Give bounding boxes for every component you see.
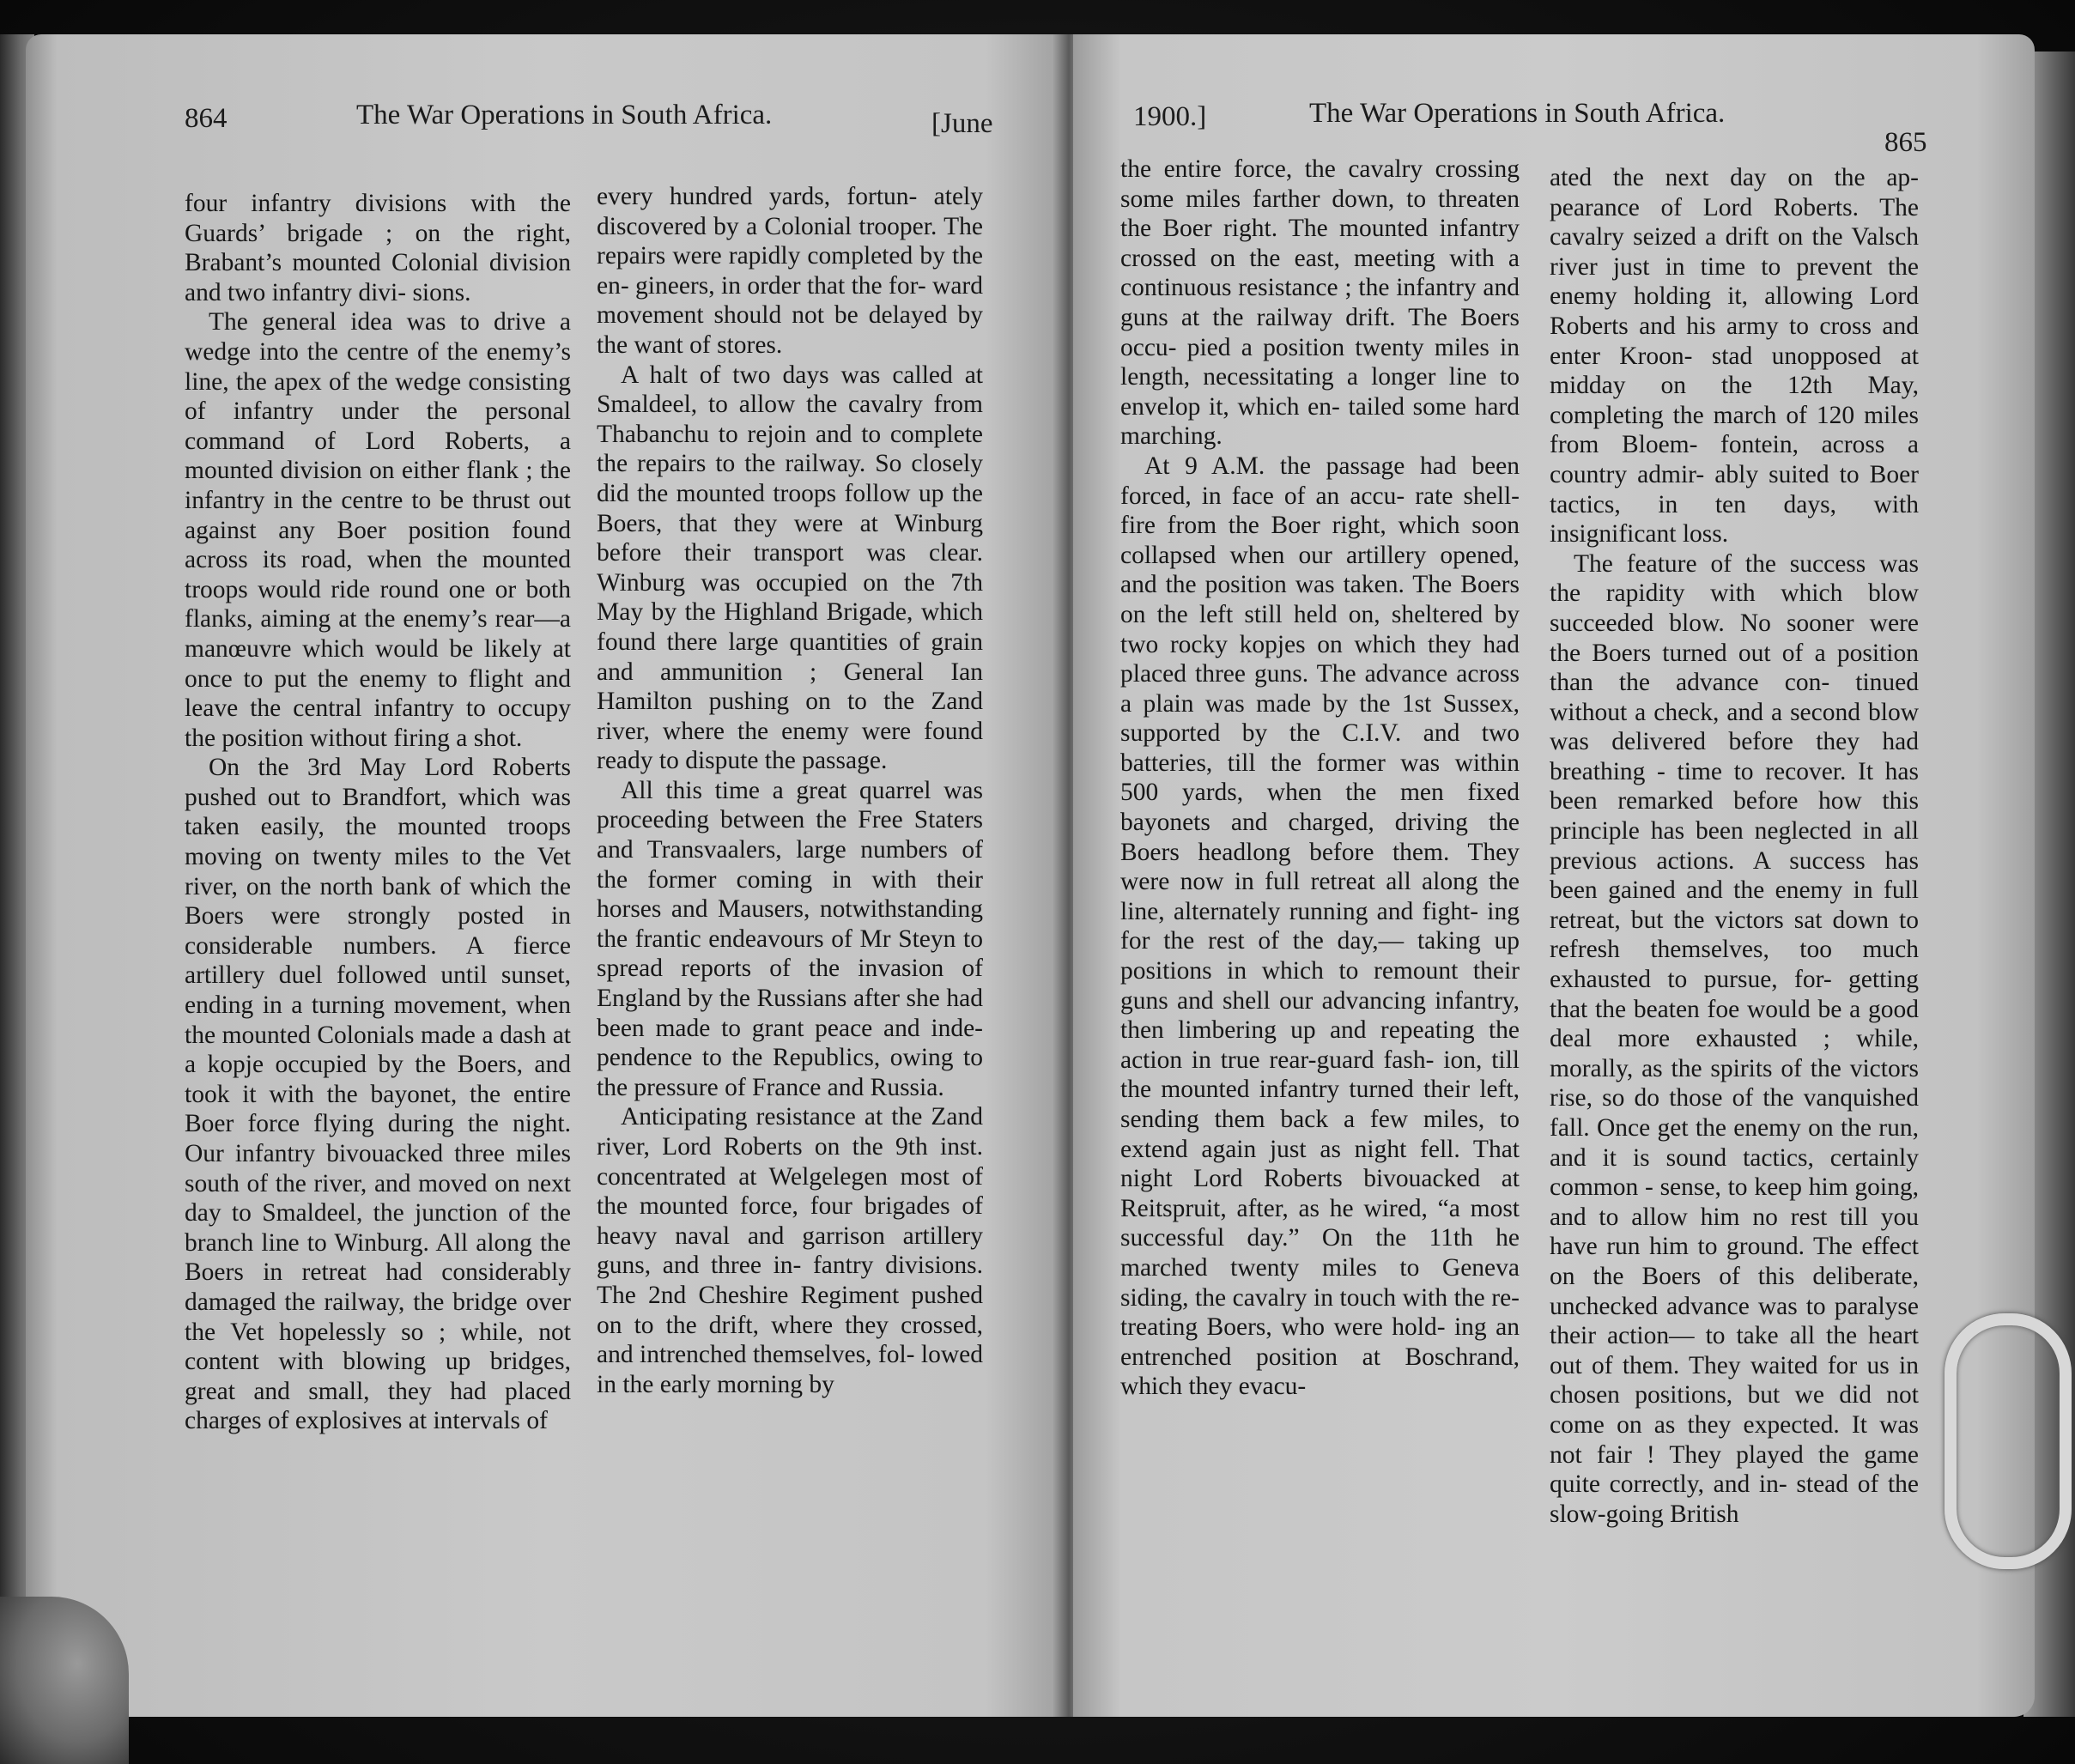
paragraph: ated the next day on the ap- pearance of Lord Roberts. The cavalry seized a drift on the Valsch river just in time to prevent the enemy holding it, allowing Lord Roberts and his army to cross and enter Kroon- stad unopposed at midday on the 12th May, completing the march of 120 miles from Bloem- fontein, across a country admir- ably suited to Boer tactics, in ten days, with insignificant loss.: [1550, 164, 1919, 549]
ring-clip: [1945, 1313, 2072, 1569]
left-page-column-2: [597, 182, 983, 1399]
paragraph: four infantry divisions with the Guards’ brigade ; on the right, Brabant’s mounted Colonial division and two infantry divi- sions.: [185, 190, 571, 306]
left-page-column-1: [185, 189, 571, 1436]
paragraph: A halt of two days was called at Smaldeel, to allow the cavalry from Thabanchu to rejoin and to complete the repairs to the railway. So closely did the mounted troops follow up the Boers, that they were at Winburg before their transport was clear. Winburg was occupied on the 7th May by the Highland Brigade, which found there large quantities of grain and ammunition ; General Ian Hamilton pushing on to the Zand river, where the enemy were found ready to dispute the passage.: [597, 361, 983, 775]
left-running-date: [June: [931, 108, 993, 139]
right-running-date: 1900.]: [1133, 101, 1207, 132]
left-page-number: 864: [185, 103, 228, 134]
left-running-title: The War Operations in South Africa.: [356, 100, 773, 130]
right-page-number: 865: [1884, 127, 1927, 158]
paragraph: every hundred yards, fortun- ately discovered by a Colonial trooper. The repairs were rapidly completed by the en- gineers, in order that the for- ward movement should not be delayed by the want of stores.: [597, 183, 983, 359]
paragraph: the entire force, the cavalry crossing some miles farther down, to threaten the Boer right. The mounted infantry crossed on the east, meeting with a continuous resistance ; the infantry and guns at the railway drift. The Boers occu- pied a position twenty miles in length, necessitating a longer line to envelop it, which en- tailed some hard marching.: [1120, 155, 1520, 451]
paragraph: All this time a great quarrel was proceeding between the Free Staters and Transvaalers, large numbers of the former coming in with their horses and Mausers, notwithstanding the frantic endeavours of Mr Steyn to spread reports of the invasion of England by the Russians after she had been made to grant peace and inde- pendence to the Republics, owing to the pressure of France and Russia.: [597, 776, 983, 1101]
right-running-title: The War Operations in South Africa.: [1309, 98, 1726, 129]
right-page-column-1: [1120, 155, 1520, 1402]
paragraph: At 9 A.M. the passage had been forced, in face of an accu- rate shell-fire from the Boer right, which soon collapsed when our artillery opened, and the position was taken. The Boers on the left still held on, sheltered by two rocky kopjes on which they had placed three guns. The advance across a plain was made by the 1st Sussex, supported by the C.I.V. and two batteries, till the former was within 500 yards, when the men fixed bayonets and charged, driving the Boers headlong before them. They were now in full retreat all along the line, alternately running and fight- ing for the rest of the day,— taking up positions in which to remount their guns and shell our advancing infantry, then limbering up and repeating the action in true rear-guard fash- ion, till the mounted infantry turned their left, sending them back a few miles, to extend again just as night fell. That night Lord Roberts bivouacked at Reitspruit, after, as he wired, “a most successful day.” On the 11th he marched twenty miles to Geneva siding, the cavalry in touch with the re- treating Boers, who were hold- ing an entrenched position at Boschrand, which they evacu-: [1120, 452, 1520, 1401]
paragraph: The feature of the success was the rapidity with which blow succeeded blow. No sooner were the Boers turned out of a position than the advance con- tinued without a check, and a second blow was delivered before they had breathing - time to recover. It has been remarked before how this principle has been neglected in all previous actions. A success has been gained and the enemy in full retreat, but the victors sat down to refresh themselves, too much exhausted to pursue, for- getting that the beaten foe would be a good deal more exhausted ; while, morally, as the spirits of the victors rise, so do those of the vanquished fall. Once get the enemy on the run, and it is sound tactics, certainly common - sense, to keep him going, and to allow him no rest till you have run him to ground. The effect on the Boers of this deliberate, unchecked advance was to paralyse their action— to take all the heart out of them. They waited for us in chosen positions, but we did not come on as they expected. It was not fair ! They played the game quite correctly, and in- stead of the slow-going British: [1550, 549, 1919, 1528]
right-page-column-2: [1550, 163, 1919, 1529]
left-page: [26, 34, 1069, 1717]
right-page: [1073, 34, 2035, 1717]
paragraph: The general idea was to drive a wedge into the centre of the enemy’s line, the apex of the wedge consisting of infantry under the personal command of Lord Roberts, a mounted division on either flank ; the infantry in the centre to be thrust out against any Boer position found across its road, when the mounted troops would ride round one or both flanks, aiming at the enemy’s rear—a manœuvre which would be likely at once to put the enemy to flight and leave the central infantry to occupy the position without firing a shot.: [185, 308, 571, 752]
paragraph: Anticipating resistance at the Zand river, Lord Roberts on the 9th inst. concentrated at Welgelegen most of the mounted force, four brigades of heavy naval and garrison artillery guns, and three in- fantry divisions. The 2nd Cheshire Regiment pushed on to the drift, where they crossed, and intrenched themselves, fol- lowed in the early morning by: [597, 1103, 983, 1398]
paragraph: On the 3rd May Lord Roberts pushed out to Brandfort, which was taken easily, the mounted troops moving on twenty miles to the Vet river, on the north bank of which the Boers were strongly posted in considerable numbers. A fierce artillery duel followed until sunset, ending in a turning movement, when the mounted Colonials made a dash at a kopje occupied by the Boers, and took it with the bayonet, the entire Boer force flying during the night. Our infantry bivouacked three miles south of the river, and moved on next day to Smaldeel, the junction of the branch line to Winburg. All along the Boers in retreat had considerably damaged the railway, the bridge over the Vet hopelessly so ; while, not content with blowing up bridges, great and small, they had placed charges of explosives at intervals of: [185, 754, 571, 1435]
